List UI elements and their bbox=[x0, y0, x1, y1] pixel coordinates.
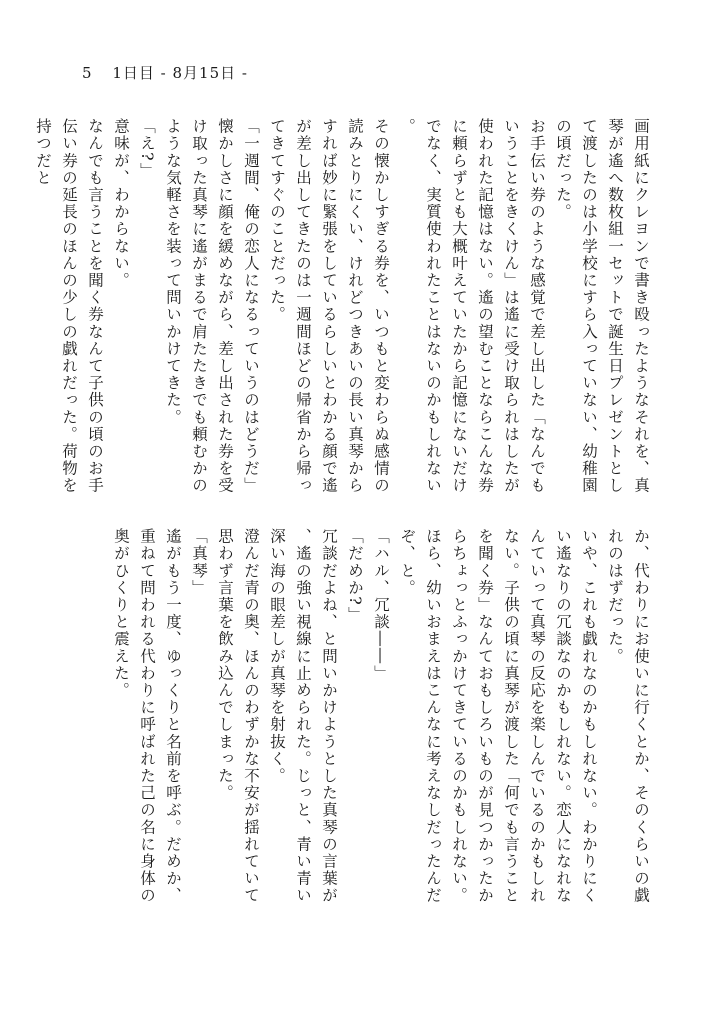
dialogue: 「ハル、冗談――」 bbox=[372, 528, 390, 682]
paragraph: 懐かしさに顔を緩めながら、差し出された券を受け取った真琴に遙がまるで肩たたきでも頼むかのような気軽さを装って問いかけてきた。 bbox=[164, 118, 234, 495]
dialogue: 「え?」 bbox=[138, 118, 156, 180]
paragraph: その懐かしすぎる券を、いつもと変わらぬ感情の読みとりにくい、けれどつきあいの長い真琴からすれば妙に緊張をしているらしいとわかる顔で遙が差し出してきたのは一週間ほどの帰省から帰ってきてすぐのことだった。 bbox=[268, 118, 390, 495]
paragraph: 画用紙にクレヨンで書き殴ったようなそれを、真琴が遙へ数枚組一セットで誕生日プレゼントとして渡したのは小学校にすら入っていない、幼稚園の頃だった。 bbox=[554, 118, 650, 495]
paragraph: ほら、幼いおまえはこんなに考えなしだったんだぞ、と。 bbox=[398, 528, 442, 905]
page-number: 5 bbox=[82, 64, 93, 82]
paragraph: 冗談だよね、と問いかけようとした真琴の言葉が、遙の強い視線に止められた。じっと、青い青い深い海の眼差しが真琴を射抜く。 bbox=[268, 528, 338, 905]
paragraph: 遙がもう一度、ゆっくりと名前を呼ぶ。だめか、重ねて問われる代わりに呼ばれた己の名に身体の奥がひくりと震えた。 bbox=[112, 528, 182, 905]
chapter-title: 1日目 - 8月15日 - bbox=[112, 64, 248, 82]
text-block-bottom bbox=[74, 528, 654, 918]
paragraph: 意味が、わからない。 bbox=[112, 118, 130, 289]
paragraph: なんでも言うことを聞く券なんて子供の頃のお手伝い券の延長のほんの少しの戯れだった。荷物を持つだと bbox=[34, 118, 104, 495]
dialogue: 「だめか?」 bbox=[346, 528, 364, 624]
paragraph: いや、これも戯れなのかもしれない。わかりにくい遙なりの冗談なのかもしれない。恋人になれなんていって真琴の反応を楽しんでいるのかもしれない。子供の頃に真琴が渡した「何でも言うことを聞く券」なんておもしろいものが見つかったからちょっとふっかけてきているのかもしれない。 bbox=[450, 528, 598, 905]
paragraph: お手伝い券のような感覚で差し出した「なんでもいうことをきくけん」は遙に受け取られはしたが使われた記憶はない。遙の望むことならこんな券に頼らずとも大概叶えていたから記憶にないだけでなく、実質使われたことはないのかもしれない。 bbox=[398, 118, 546, 495]
paragraph: 澄んだ青の奥、ほんのわずかな不安が揺れていて思わず言葉を飲み込んでしまった。 bbox=[216, 528, 260, 905]
paragraph: か、代わりにお使いに行くとか、そのくらいの戯れのはずだった。 bbox=[606, 528, 650, 905]
dialogue: 「一週間、俺の恋人になるっていうのはどうだ」 bbox=[242, 118, 260, 495]
text-block-top bbox=[34, 118, 654, 506]
dialogue: 「真琴」 bbox=[190, 528, 208, 597]
page-header bbox=[82, 62, 248, 83]
